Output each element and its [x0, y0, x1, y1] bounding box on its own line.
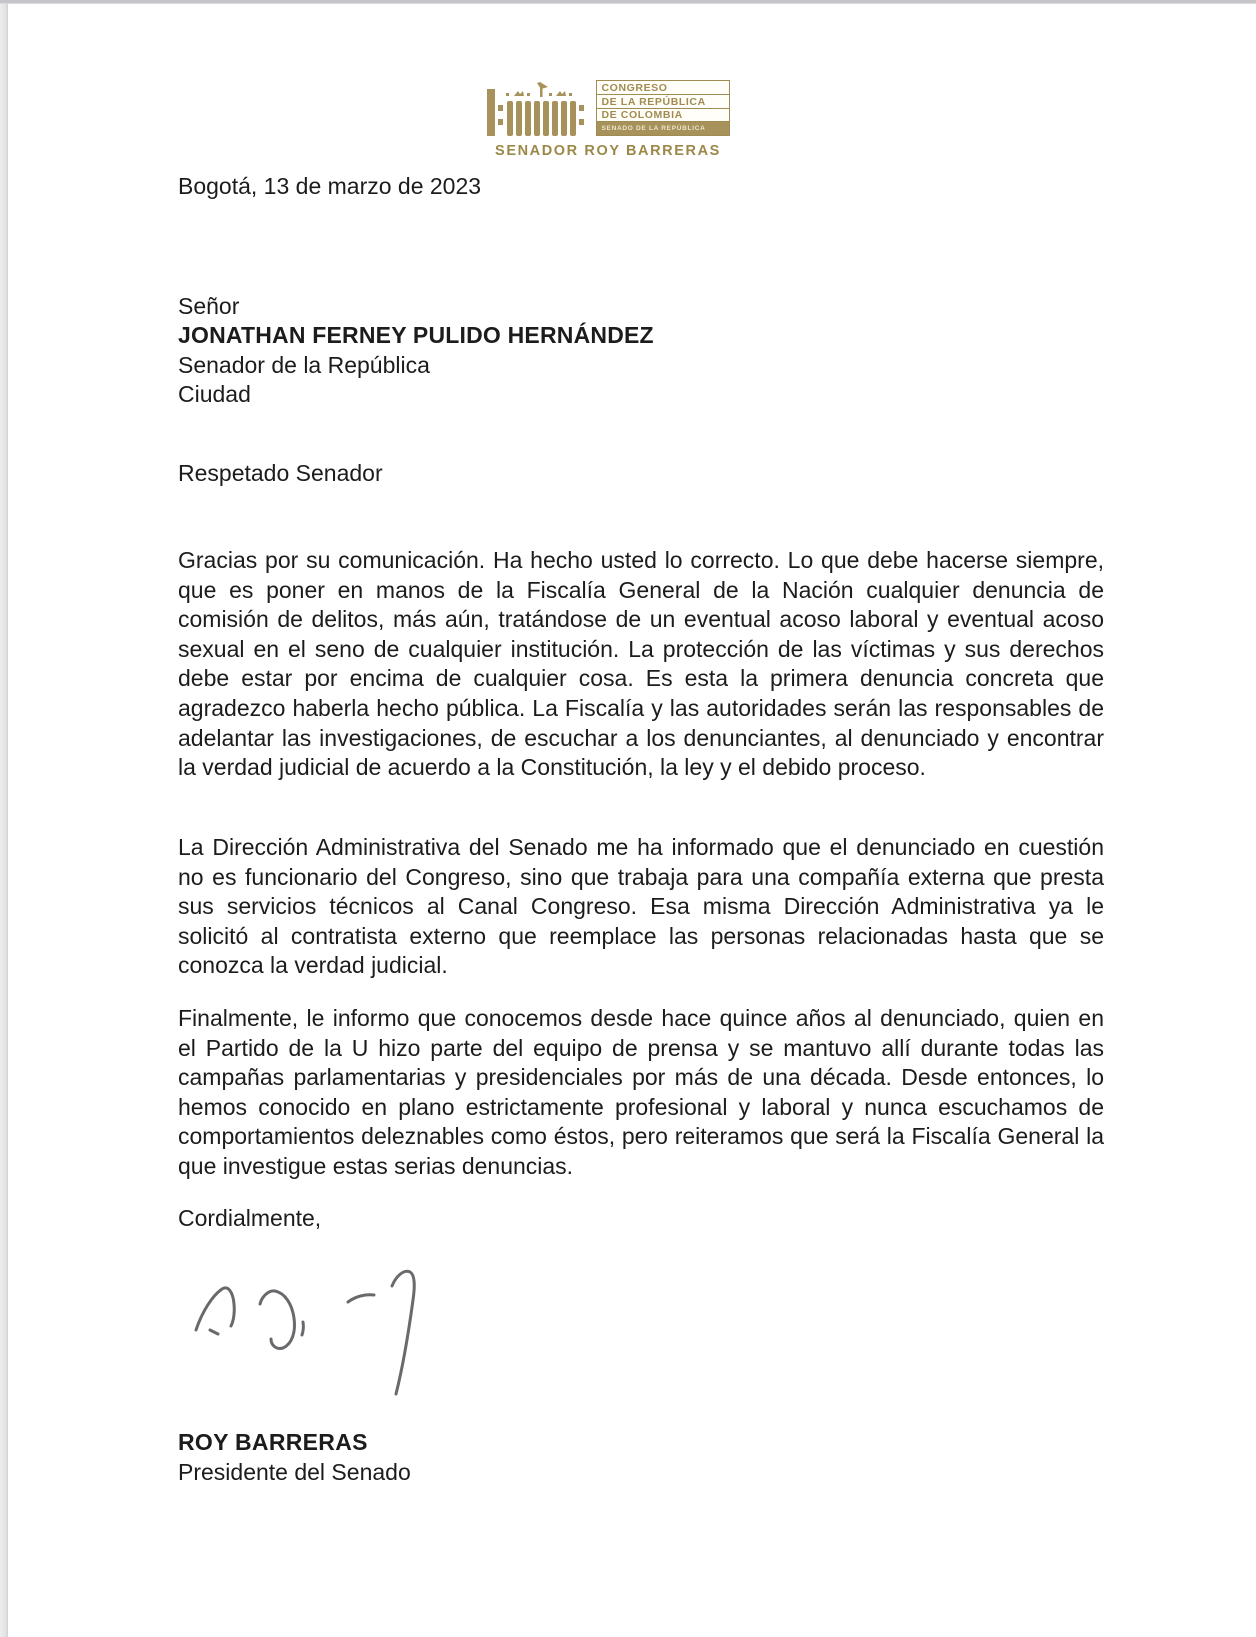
date-line: Bogotá, 13 de marzo de 2023: [178, 173, 482, 199]
body-paragraph-2: La Dirección Administrativa del Senado me ha informado que el denunciado en cuestión no es funcionario del Congreso, sino que trabaja para una compañía externa que presta sus servicios técnicos al Canal Congreso. Esa misma Dirección Administrativa ya le solicitó al contratista externo que reemplace las personas relacionadas hasta que se conozca la verdad judicial.: [178, 834, 1104, 979]
recipient-block: [178, 292, 1104, 409]
handwritten-signature: [182, 1252, 442, 1412]
recipient-name: JONATHAN FERNEY PULIDO HERNÁNDEZ: [178, 322, 654, 349]
recipient-title: Senador de la República: [178, 351, 430, 378]
congress-logo-textbox: [596, 80, 730, 136]
body-paragraph-1: Gracias por su comunicación. Ha hecho usted lo correcto. Lo que debe hacerse siempre, que es poner en manos de la Fiscalía General de la Nación cualquier denuncia de comisión de delitos, más aún, tratándose de un eventual acoso laboral y eventual acoso sexual en el seno de cualquier institución. La protección de las víctimas y sus derechos debe estar por encima de cualquier cosa. Es esta la primera denuncia concreta que agradezco haberla hecho pública. La Fiscalía y las autoridades serán las responsables de adelantar las investigaciones, de escuchar a los denunciantes, al denunciado y encontrar la verdad judicial de acuerdo a la Constitución, la ley y el debido proceso.: [178, 547, 1104, 781]
congress-capitol-building-icon: [487, 80, 593, 136]
logo-org-line2: DE LA REPÚBLICA: [597, 95, 729, 109]
congress-logo: [487, 80, 730, 136]
scan-edge-top: [0, 0, 1256, 4]
signer-title: Presidente del Senado: [178, 1458, 411, 1485]
closing-line: Cordialmente,: [178, 1205, 322, 1231]
recipient-salutation: Señor: [178, 293, 240, 319]
scan-edge-left: [0, 4, 8, 1637]
signer-block: [178, 1428, 1104, 1487]
body-paragraph-3: Finalmente, le informo que conocemos desde hace quince años al denunciado, quien en el Partido de la U hizo parte del equipo de prensa y se mantuvo allí durante todas las campañas parlamentarias y presidenciales por más de una década. Desde entonces, lo hemos conocido en plano estrictamente profesional y laboral y nunca escuchamos de comportamientos deleznables como éstos, pero reiteramos que será la Fiscalía General la que investigue estas serias denuncias.: [178, 1005, 1104, 1179]
logo-org-line3: DE COLOMBIA: [597, 109, 729, 123]
signer-name: ROY BARRERAS: [178, 1429, 368, 1455]
senator-banner: SENADOR ROY BARRERAS: [495, 143, 721, 159]
greeting-line: Respetado Senador: [178, 460, 383, 486]
recipient-city: Ciudad: [178, 380, 251, 407]
letterhead: [486, 80, 730, 159]
logo-org-line1: CONGRESO: [597, 81, 729, 95]
logo-org-subtitle: SENADO DE LA REPÚBLICA: [597, 122, 729, 135]
